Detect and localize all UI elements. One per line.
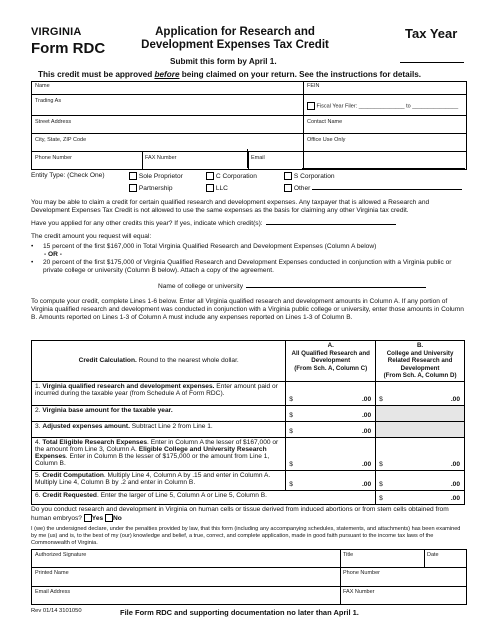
credit-amount-intro: The credit amount you request will equal: — [31, 233, 152, 240]
name-field[interactable]: Name — [35, 83, 50, 89]
taxpayer-info-grid — [31, 81, 467, 170]
entity-other[interactable]: Other — [284, 184, 462, 192]
entity-c-corporation[interactable]: C Corporation — [206, 172, 257, 180]
line-2-label: 2. Virginia base amount for the taxable year. — [32, 405, 286, 421]
column-b-header: B. College and University Related Research and Development (From Sch. A, Column D) — [376, 341, 465, 382]
printed-name-field[interactable]: Printed Name — [35, 570, 69, 576]
declaration: I (we) the undersigned declare, under the penalties provided by law, that this form (including any accompanying schedules, statements, and attachments) has been examined by me (us) and is, to the best of my (our) knowledge and belief, a true, correct, and complete application, made in good faith pursuant to the income tax laws of the Commonwealth of Virginia. — [31, 526, 461, 546]
fiscal-year-checkbox[interactable] — [307, 102, 315, 110]
checkbox[interactable] — [206, 184, 214, 192]
checkbox[interactable] — [129, 172, 137, 180]
entity-sole-proprietor[interactable]: Sole Proprietor — [129, 172, 183, 180]
office-use-field: Office Use Only — [307, 137, 346, 143]
stem-cell-question: Do you conduct research and development in Virginia on human cells or tissue derived from induced abortions or from stem cells obtained from human embryos? Yes No — [31, 506, 449, 522]
trading-as-field[interactable]: Trading As — [35, 98, 62, 104]
compute-instructions: To compute your credit, complete Lines 1-6 below. Enter all Virginia qualified research and development amounts in Column A. If any portion of Virginia qualified research and development was conducted in conjunction with a Virginia public college or university, enter those amounts in Column B. Amounts reported on Lines 1-3 of Column A must include any expenses reported on Lines 1-3 of Column B. — [31, 298, 464, 321]
line-6-label: 6. Credit Requested. Enter the larger of Line 5, Column A or Line 5, Column B. — [32, 490, 376, 504]
filing-deadline-note: File Form RDC and supporting documentation no later than April 1. — [120, 608, 359, 617]
email-address-field[interactable]: Email Address — [35, 589, 71, 595]
line-3-label: 3. Adjusted expenses amount. Subtract Line 2 from Line 1. — [32, 421, 286, 437]
checkbox[interactable] — [284, 172, 292, 180]
email-box-left — [247, 149, 248, 168]
other-credits-question: Have you applied for any other credits this year? If yes, indicate which credit(s): — [31, 220, 465, 228]
college-name-field[interactable] — [246, 287, 426, 288]
intro-paragraph: You may be able to claim a credit for certain qualified research and development expenses. Any taxpayer that is allowed a Research and Development Expenses Tax Credit is not allowed to use the same expenses as the basis for claiming any other Virginia tax credit. — [31, 199, 430, 214]
line-6-col-b[interactable]: $ .00 — [376, 490, 465, 504]
entity-partnership[interactable]: Partnership — [129, 184, 173, 192]
no-checkbox[interactable] — [105, 514, 113, 522]
column-a-header: A. All Qualified Research and Development (From Sch. A, Column C) — [286, 341, 376, 382]
college-name-row: Name of college or university — [158, 283, 458, 291]
line-5-row — [32, 470, 465, 490]
other-credits-field[interactable] — [266, 224, 396, 225]
authorized-signature-field[interactable]: Authorized Signature — [35, 552, 87, 558]
line-1-label: 1. Virginia qualified research and development expenses. Enter amount paid or incurred during the taxable year (from Schedule A of Form RDC). — [32, 381, 286, 405]
tax-year-field[interactable] — [400, 62, 464, 63]
line-1-row — [32, 381, 465, 405]
line-5-label: 5. Credit Computation. Multiply Line 4, Column A by .15 and enter in Column A. Multiply Line 4, Column B by .2 and enter in Column B. — [32, 470, 286, 490]
line-2-col-b-shaded — [376, 405, 465, 421]
entity-s-corporation[interactable]: S Corporation — [284, 172, 335, 180]
contact-field[interactable]: Contact Name — [307, 119, 343, 125]
bullet-column-b: • 20 percent of the first $175,000 of Virginia Qualified Research and Development Expenses conducted in conjunction with a Virginia public or private college or university (Column B below). Attach a copy of the agreement. — [31, 259, 452, 274]
tax-year-label: Tax Year — [405, 26, 458, 41]
city-field[interactable]: City, State, ZIP Code — [35, 137, 87, 143]
line-3-row — [32, 421, 465, 437]
signature-grid — [31, 549, 467, 605]
form-number: Form RDC — [31, 40, 106, 57]
entity-type-label: Entity Type: (Check One) — [31, 172, 105, 179]
form-title: Application for Research and Development Expenses Tax Credit — [141, 26, 329, 51]
yes-checkbox[interactable] — [84, 514, 92, 522]
fax-field[interactable]: FAX Number — [145, 155, 177, 161]
or-divider: - OR - — [44, 251, 62, 258]
line-3-col-b-shaded — [376, 421, 465, 437]
line-1-col-b[interactable]: $ .00 — [376, 381, 465, 405]
calc-header: Credit Calculation. Round to the nearest whole dollar. — [32, 341, 286, 382]
line-5-col-a[interactable]: $ .00 — [286, 470, 376, 490]
line-4-col-a[interactable]: $ .00 — [286, 437, 376, 470]
checkbox[interactable] — [284, 184, 292, 192]
date-field[interactable]: Date — [427, 552, 439, 558]
submit-note: Submit this form by April 1. — [170, 57, 277, 66]
title-field[interactable]: Title — [343, 552, 354, 558]
bullet-column-a: • 15 percent of the first $167,000 in Total Virginia Qualified Research and Development Expenses (Column A below) — [31, 243, 377, 250]
line-4-row — [32, 437, 465, 470]
email-field[interactable]: Email — [251, 155, 265, 161]
line-4-col-b[interactable]: $ .00 — [376, 437, 465, 470]
form-id — [31, 26, 105, 57]
phone-field[interactable]: Phone Number — [35, 155, 72, 161]
approval-notice: This credit must be approved before being claimed on your return. See the instructions for details. — [38, 70, 422, 79]
line-6-row — [32, 490, 465, 504]
line-1-col-a[interactable]: $ .00 — [286, 381, 376, 405]
line-5-col-b[interactable]: $ .00 — [376, 470, 465, 490]
state-label: VIRGINIA — [31, 26, 82, 38]
fax-number-field[interactable]: FAX Number — [343, 589, 375, 595]
entity-llc[interactable]: LLC — [206, 184, 228, 192]
checkbox[interactable] — [129, 184, 137, 192]
email-box-edge — [302, 168, 465, 169]
line-2-col-a[interactable]: $ .00 — [286, 405, 376, 421]
fein-field[interactable]: FEIN — [307, 83, 320, 89]
checkbox[interactable] — [206, 172, 214, 180]
revision-code: Rev 01/14 3101050 — [31, 608, 82, 614]
phone-number-field[interactable]: Phone Number — [343, 570, 380, 576]
line-2-row — [32, 405, 465, 421]
line-3-col-a[interactable]: $ .00 — [286, 421, 376, 437]
credit-calculation-table — [31, 340, 465, 505]
line-4-label: 4. Total Eligible Research Expenses. Enter in Column A the lesser of $167,000 or the amount from Line 3, Column A. Eligible College and University Research Expenses. Enter in Column B the lesser of $175,000 or the amount from Line 1, Column B. — [32, 437, 286, 470]
street-field[interactable]: Street Address — [35, 119, 72, 125]
fiscal-year-field[interactable]: Fiscal Year Filer: _______________ to _______________ — [307, 102, 458, 110]
entity-type — [31, 172, 465, 196]
